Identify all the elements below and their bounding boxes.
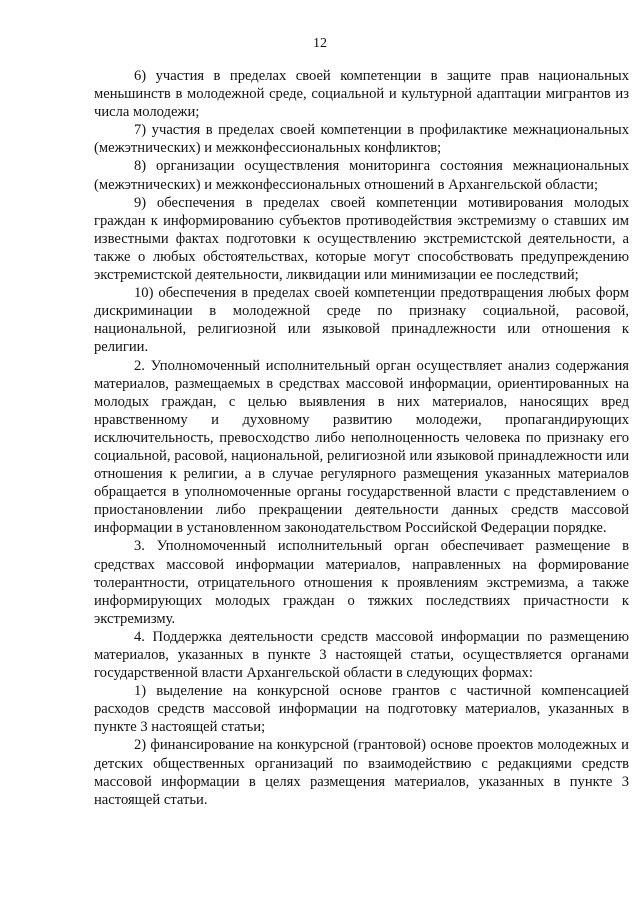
document-body <box>94 67 629 809</box>
paragraph-form-1: 1) выделение на конкурсной основе грантов с частичной компенсацией расходов средств массовой информации на подготовку материалов, указанных в пункте 3 настоящей статьи; <box>94 683 629 736</box>
paragraph-item-7: 7) участия в пределах своей компетенции в профилактике межнациональных (межэтнических) и межконфессиональных конфликтов; <box>94 122 629 157</box>
paragraph-item-6: 6) участия в пределах своей компетенции в защите прав национальных меньшинств в молодежной среде, социальной и культурной адаптации мигрантов из числа молодежи; <box>94 68 629 121</box>
page-number: 12 <box>313 36 327 51</box>
paragraph-section-2: 2. Уполномоченный исполнительный орган осуществляет анализ содержания материалов, размещаемых в средствах массовой информации, ориентированных на молодых граждан, с целью выявления в них материалов, наносящих вред нравственному и духовному развитию молодежи, пропагандирующих исключительность, превосходство либо неполноценность человека по признаку его социальной, расовой, национальной, религиозной или языковой принадлежности или отношения к религии, а в случае регулярного размещения указанных материалов обращается в уполномоченные органы государственной власти с представлением о приостановлении либо прекращении деятельности данных средств массовой информации в установленном законодательством Российской Федерации порядке. <box>94 357 629 537</box>
paragraph-item-9: 9) обеспечения в пределах своей компетенции мотивирования молодых граждан к информированию субъектов противодействия экстремизму о ставших им известными фактах подготовки к осуществлению экстремистской деятельности, а также о любых обстоятельствах, которые могут способствовать предупреждению экстремистской деятельности, ликвидации или минимизации ее последствий; <box>94 194 629 284</box>
paragraph-section-4: 4. Поддержка деятельности средств массовой информации по размещению материалов, указанных в пункте 3 настоящей статьи, осуществляется органами государственной власти Архангельской области в следующих формах: <box>94 628 629 682</box>
paragraph-item-8: 8) организации осуществления мониторинга состояния межнациональных (межэтнических) и межконфессиональных отношений в Архангельской области; <box>94 158 629 193</box>
paragraph-form-2: 2) финансирование на конкурсной (грантовой) основе проектов молодежных и детских общественных организаций по взаимодействию с редакциями средств массовой информации в целях размещения материалов, указанных в пункте 3 настоящей статьи. <box>94 737 629 808</box>
paragraph-section-3: 3. Уполномоченный исполнительный орган обеспечивает размещение в средствах массовой информации материалов, направленных на формирование толерантности, отрицательного отношения к проявлениям экстремизма, а также информирующих молодых граждан о тяжких последствиях причастности к экстремизму. <box>94 538 629 627</box>
paragraph-item-10: 10) обеспечения в пределах своей компетенции предотвращения любых форм дискриминации в молодежной среде по признаку социальной, расовой, национальной, религиозной или языковой принадлежности или отношения к религии. <box>94 285 629 356</box>
